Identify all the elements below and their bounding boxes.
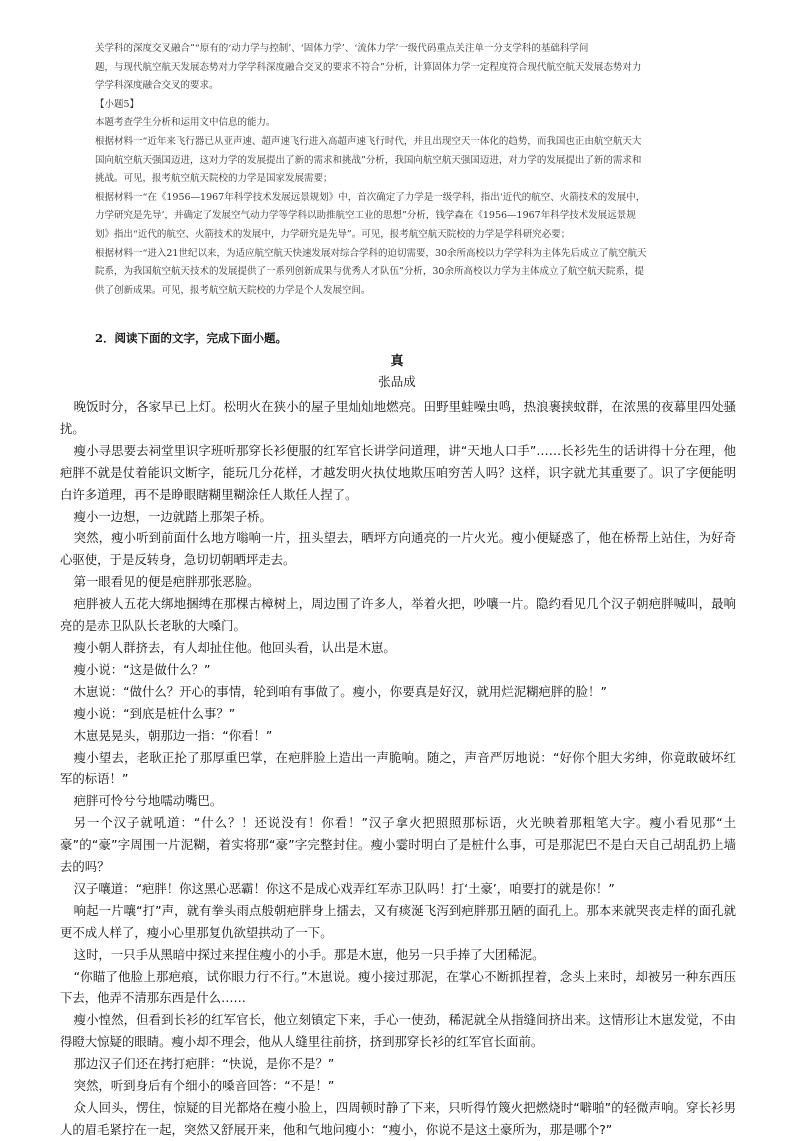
explanation-line: 本题考查学生分析和运用文中信息的能力。 xyxy=(95,117,276,129)
story-paragraph: 晚饭时分，各家早已上灯。松明火在狭小的屋子里灿灿地燃亮。田野里蛙噪虫鸣，热浪裹挟蚊群，在浓黑的夜幕里四处骚扰。 xyxy=(60,399,736,436)
question-heading: 2．阅读下面的文字，完成下面小题。 xyxy=(95,331,287,345)
explanation-line: 根据材料一“在《1956—1967年科学技术发展远景规划》中，首次确定了力学是一级学科，指出‘近代的航空、火箭技术的发展中， xyxy=(95,191,646,203)
story-paragraph: 木崽说：“做什么？开心的事情，轮到咱有事做了。瘦小，你要真是好汉，就用烂泥糊疤胖的脸！” xyxy=(73,683,607,699)
explanation-line: 根据材料一“进入21世纪以来，为适应航空航天快速发展对综合学科的迫切需要，30余所高校以力学学科为主体先后成立了航空航天 xyxy=(95,247,647,259)
subquestion-label: 【小题5】 xyxy=(95,98,140,110)
story-paragraph: 瘦小寻思要去祠堂里识字班听那穿长衫便服的红军官长讲学问道理，讲“天地人口手”……长衫先生的话讲得十分在理，他疤胖不就是仗着能识文断字，能玩几分花样，才越发明火执仗地欺压咱穷苦人吗？这样，识字就尤其重要了。识了字便能明白许多道理，再不是睁眼瞎糊里糊涂任人欺任人捏了。 xyxy=(60,442,736,502)
story-paragraph: 疤胖可怜兮兮地嚅动嘴巴。 xyxy=(73,793,223,809)
story-paragraph: 瘦小说：“这是做什么？” xyxy=(73,661,211,677)
story-title: 真 xyxy=(390,354,404,369)
explanation-line: 划》指出“近代的航空、火箭技术的发展中，力学研究是先导”。可见，报考航空航天院校的力学是学科研究必要； xyxy=(95,228,571,240)
story-author: 张品成 xyxy=(378,374,416,389)
story-paragraph: 众人回头，愣住，惊疑的目光都烙在瘦小脸上，四周顿时静了下来，只听得竹篾火把燃烧时“噼啪”的轻微声响。穿长衫男人的眉毛紧拧在一起，突然又舒展开来，他和气地问瘦小：“瘦小，你说不是这土豪所为，那是哪个?” xyxy=(60,1100,736,1137)
explanation-line: 院系，为我国航空航天技术的发展提供了一系列创新成果与优秀人才队伍”分析，30余所高校以力学为主体成立了航空航天院系，提 xyxy=(95,266,644,278)
explanation-line: 根据材料一“近年来飞行器已从亚声速、超声速飞行进入高超声速飞行时代，并且出现空天一体化的趋势，而我国也正由航空航天大 xyxy=(95,135,642,147)
explanation-line: 挑战。可见，报考航空航天院校的力学是国家发展需要； xyxy=(95,173,333,185)
story-paragraph: 木崽晃晃头，朝那边一指：“你看！” xyxy=(73,727,273,743)
explanation-line: 学学科深度融合交叉的要求。 xyxy=(95,80,219,92)
story-paragraph: 瘦小望去，老耿正抡了那厚重巴掌，在疤胖脸上造出一声脆响。随之，声音严厉地说：“好你个胆大劣绅，你竟敢破坏红军的标语！” xyxy=(60,749,736,787)
story-paragraph: 疤胖被人五花大绑地捆缚在那棵古樟树上，周边围了许多人，举着火把，吵嚷一片。隐约看见几个汉子朝疤胖喊叫，最响亮的是赤卫队队长老耿的大嗓门。 xyxy=(60,596,736,634)
story-paragraph: 那边汉子们还在拷打疤胖：“快说，是你不是？” xyxy=(73,1056,335,1072)
story-paragraph: 汉子嚷道：“疤胖！你这黑心恶霸！你这不是成心戏弄红军赤卫队吗！打‘土豪’，咱要打的就是你！” xyxy=(73,880,615,896)
explanation-line: 关学科的深度交叉融合”“原有的‘动力学与控制’、‘固体力学’、‘流体力学’一级代码重点关注单一分支学科的基础科学问 xyxy=(95,43,589,54)
story-paragraph: 响起一片嚷“打”声，就有拳头雨点般朝疤胖身上擂去，又有痰涎飞泻到疤胖那丑陋的面孔上。那本来就哭丧走样的面孔就更不成人样了，瘦小心里那复仇欲望拱动了一下。 xyxy=(60,902,736,940)
story-paragraph: 瘦小说：“到底是桩什么事？” xyxy=(73,705,236,721)
explanation-line: 题，与现代航空航天发展态势对力学学科深度融合交叉的要求不符合”分析，计算固体力学一定程度符合现代航空航天发展态势对力 xyxy=(95,61,642,73)
answer-explanation-section xyxy=(95,40,710,300)
story-paragraph: 瘦小一边想，一边就踏上那架子桥。 xyxy=(73,508,272,524)
explanation-line: 供了创新成果。可见，报考航空航天院校的力学是个人发展空间。 xyxy=(95,284,371,296)
story-paragraph: 突然，瘦小听到前面什么地方嗡响一片，扭头望去，晒坪方向通亮的一片火光。瘦小便疑惑了，他在桥帮上站住，为好奇心驱使，于是反转身，急切切朝晒坪走去。 xyxy=(60,530,736,568)
story-body xyxy=(60,396,736,1141)
story-paragraph: 瘦小惶然，但看到长衫的红军官长，他立刻镇定下来，手心一使劲，稀泥就全从指缝间挤出来。这情形让木崽发觉，不由得瞪大惊疑的眼睛。瘦小却不理会，他从人缝里往前挤，挤到那穿长衫的红军官长面前。 xyxy=(60,1012,736,1050)
explanation-line: 力学研究是先导’，并确定了发展空气动力学等学科以助推航空工业的思想”分析，钱学森在《1956—1967年科学技术发展远景规 xyxy=(95,210,636,222)
story-paragraph: 瘦小朝人群挤去，有人却扯住他。他回头看，认出是木崽。 xyxy=(73,639,396,655)
story-paragraph: 另一个汉子就吼道：“什么？！还说没有！你看！”汉子拿火把照照那标语，火光映着那粗笔大字。瘦小看见那“土豪”的“豪”字周围一片泥糊，着实将那“豪”字完整封住。瘦小霎时明白了是桩什么事，可是那泥巴不是白天自己胡乱扔上墙去的吗？ xyxy=(60,815,736,875)
story-paragraph: “你瞄了他脸上那疤痕，试你眼力行不行。”木崽说。瘦小接过那泥，在掌心不断抓捏着，念头上来时，却被另一种东西压下去，他弄不清那东西是什么…… xyxy=(60,968,736,1006)
explanation-line: 国向航空航天强国迈进，这对力学的发展提出了新的需求和挑战”分析，我国向航空航天强国迈进，对力学的发展提出了新的需求和 xyxy=(95,154,642,166)
story-paragraph: 突然，听到身后有个细小的嗓音回答：“不是！” xyxy=(73,1078,335,1094)
story-paragraph: 这时，一只手从黑暗中探过来捏住瘦小的小手。那是木崽，他另一只手捧了大团稀泥。 xyxy=(73,946,545,962)
story-paragraph: 第一眼看见的便是疤胖那张恶脸。 xyxy=(73,574,260,590)
